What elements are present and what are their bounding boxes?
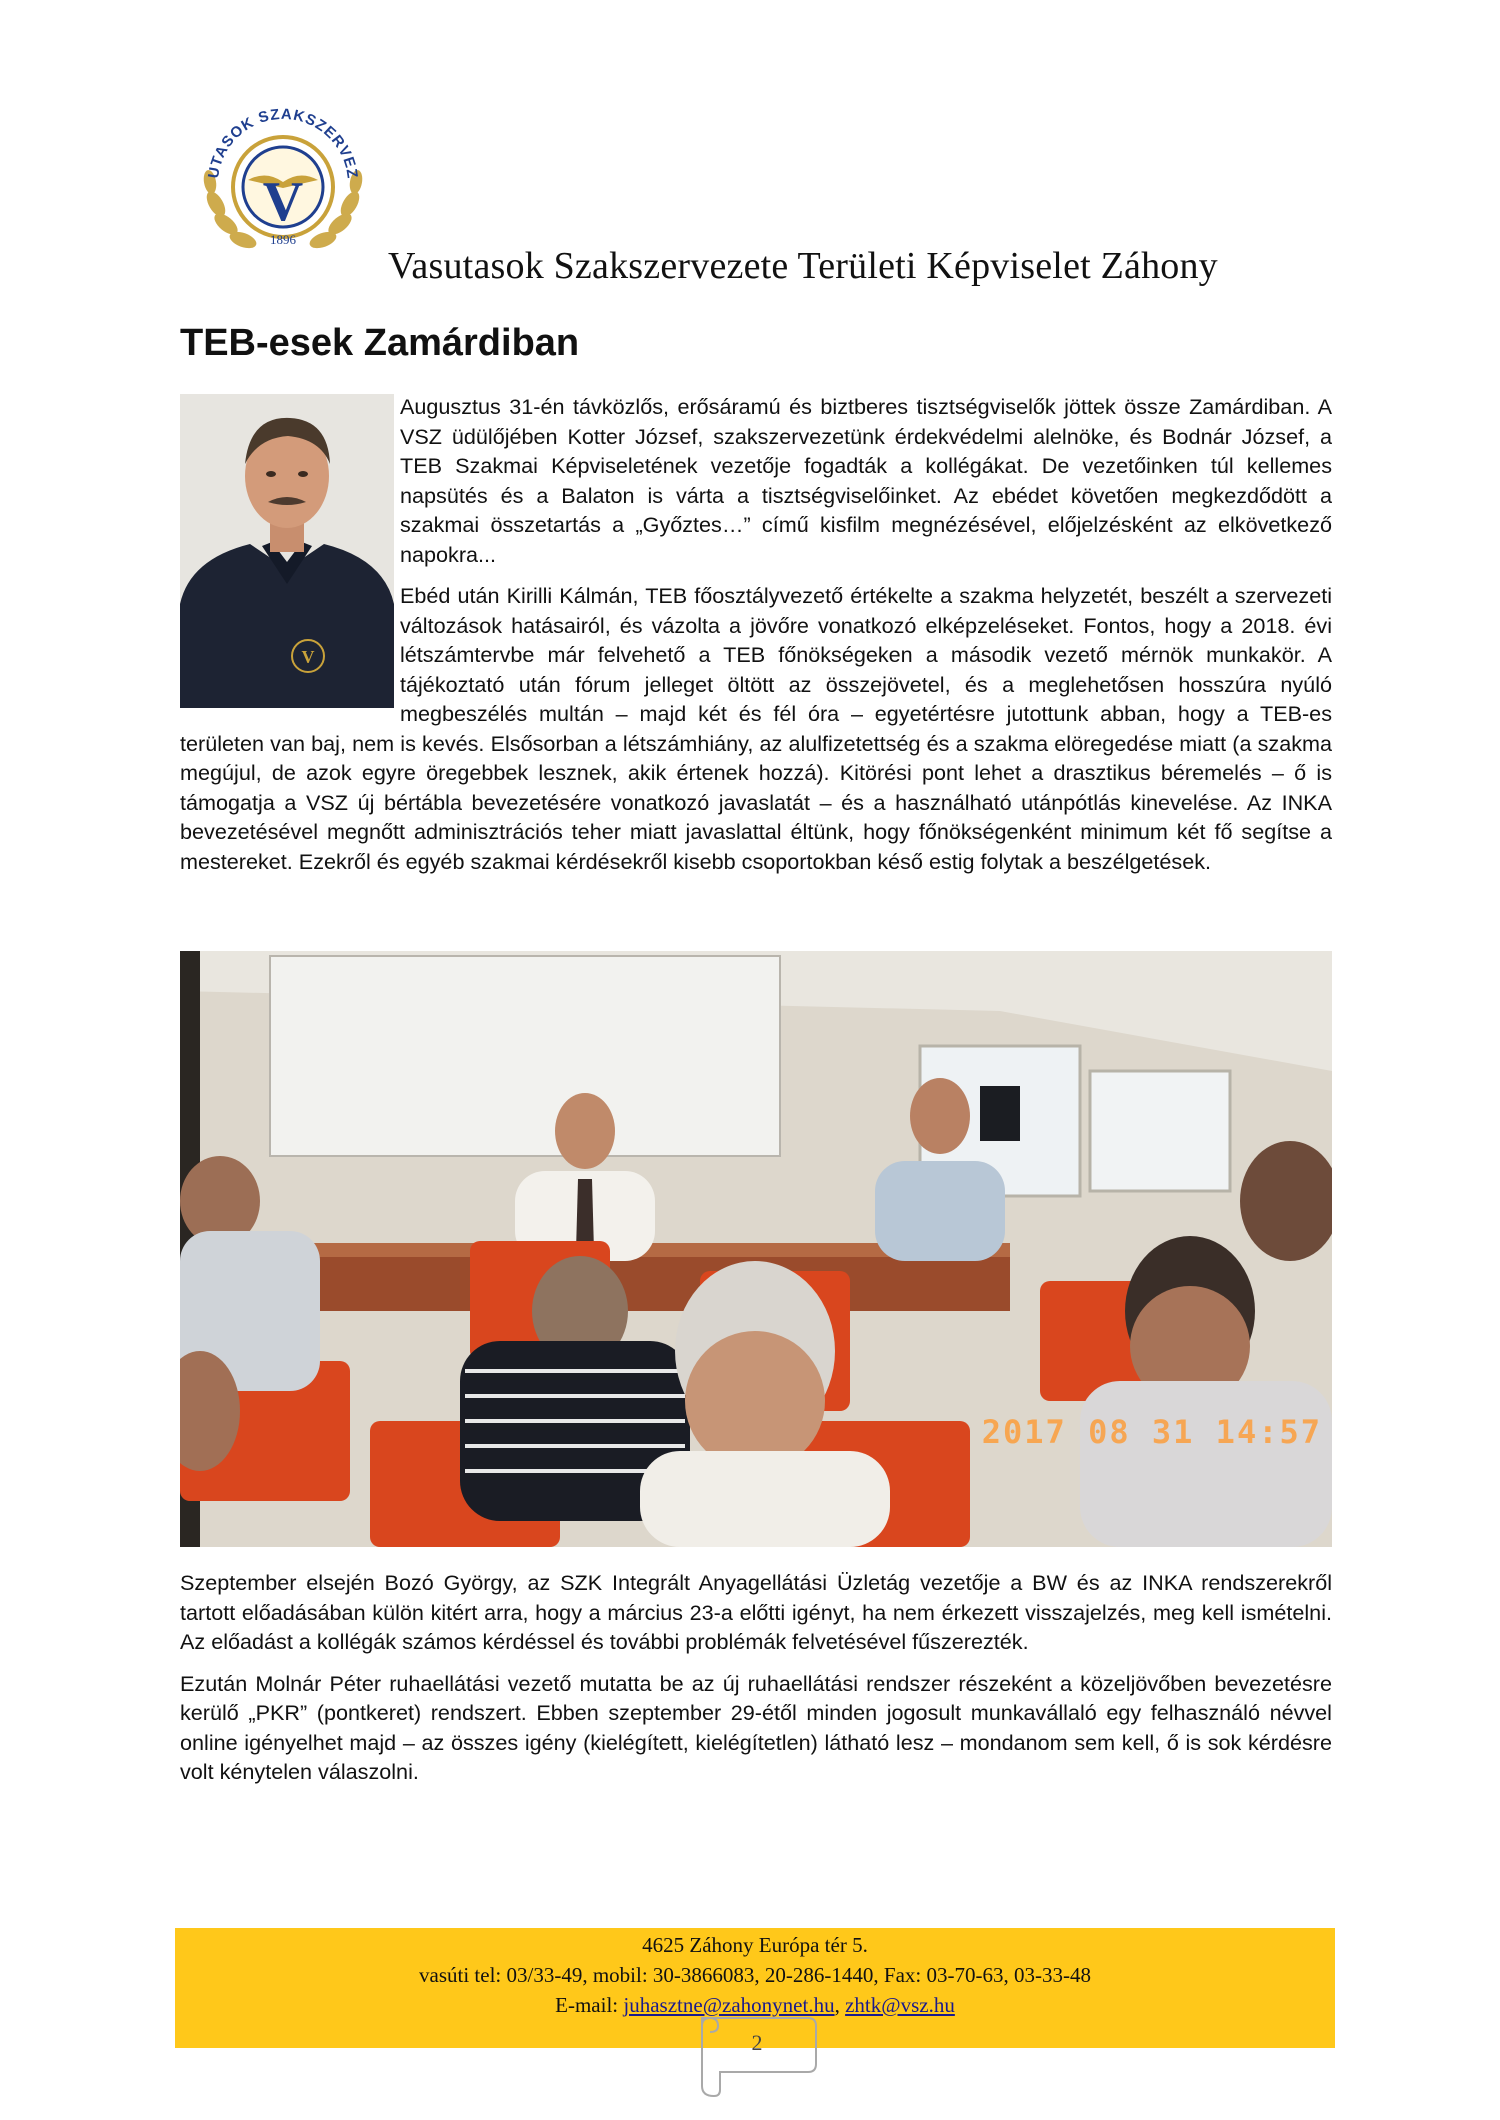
logo-year: 1896 [270, 232, 296, 247]
union-logo [188, 92, 378, 262]
article-paragraph-1: Augusztus 31-én távközlős, erősáramú és biztberes tisztségviselők jöttek össze Zamárdiban. A VSZ üdülőjében Kotter József, szakszervezetünk érdekvédelmi alelnöke, és Bodnár József, a TEB Szakmai Képviseletének vezetője fogadták a kollégákat. De vezetőinken túl kellemes napsütés és a Balaton is várta a tisztségviselőinket. Az ebédet követően megkezdődött a szakmai összetartás a „Győztes…” című kisfilm megnézésével, előjelzésként az elkövetkező napokra... [400, 394, 1332, 567]
footer-address: 4625 Záhony Európa tér 5. [642, 1933, 868, 1957]
article-paragraph-3: Szeptember elsején Bozó György, az SZK Integrált Anyagellátási Üzletág vezetője a BW és az INKA rendszerekről tartott előadásában külön kitért arra, hogy a március 23-a előtti igényt, ha nem érkezett visszajelzés, meg kell ismételni. Az előadást a kollégák számos kérdéssel és további problémák felvetésével fűszerezték. [180, 1570, 1332, 1654]
footer-email-label: E-mail: [555, 1993, 624, 2017]
photo-timestamp: 2017 08 31 14:57 [981, 1413, 1322, 1451]
footer-email-link-2[interactable]: zhtk@vsz.hu [845, 1993, 955, 2017]
footer-email-separator: , [834, 1993, 846, 2017]
article-paragraph-4: Ezután Molnár Péter ruhaellátási vezető mutatta be az új ruhaellátási rendszer részeként a közeljövőben bevezetésre kerülő „PKR” (pontkeret) rendszert. Ebben szeptember 29-étől minden jogosult munkavállaló egy felhasználó névvel online igényelhet majd – az összes igény (kielégített, kielégítetlen) látható lesz – mondanom sem kell, ő is sok kérdésre volt kénytelen válaszolni. [180, 1670, 1332, 1784]
logo-letter: V [262, 171, 304, 233]
article-body [180, 392, 1332, 888]
page-number: 2 [751, 2030, 763, 2055]
org-title: Vasutasok Szakszervezete Területi Képviselet Záhony [388, 245, 1218, 287]
portrait-spacer [180, 392, 400, 716]
svg-text:V: V [301, 647, 315, 667]
footer-phones: vasúti tel: 03/33-49, mobil: 30-3866083, 20-286-1440, Fax: 03-70-63, 03-33-48 [419, 1963, 1091, 1987]
meeting-photo [180, 951, 1332, 1547]
footer-email-link-1[interactable]: juhasztne@zahonynet.hu [623, 1993, 835, 2017]
article-body-continued [180, 1568, 1332, 1799]
article-headline: TEB-esek Zamárdiban [180, 322, 580, 364]
article-paragraph-2: Ebéd után Kirilli Kálmán, TEB főosztályvezető értékelte a szakma helyzetét, beszélt a szervezeti változások hatásairól, és vázolta a jövőre vonatkozó elképzeléseket. Fontos, hogy a 2018. évi létszámtervbe már felvehető a TEB főnökségeken a második vezető mérnök munkakör. A tájékoztató után fórum jelleget öltött az összejövetel, és a meglehetősen hosszúra nyúló megbeszélés multán – majd két és fél óra – egyetértésre jutottunk abban, hogy a TEB-es területen van baj, nem is kevés. Elsősorban a létszámhiány, az alulfizetettség és a szakma elöregedése miatt (a szakma megújul, de azok egyre öregebbek lesznek, akik értenek hozzá). Kitörési pont lehet a drasztikus béremelés – ő is támogatja a VSZ új bértábla bevezetésére vonatkozó javaslatát – és a használható utánpótlás kinevelése. Az INKA bevezetésével megnőtt adminisztrációs teher miatt javaslattal éltünk, hogy főnökségenként minimum két fő segítse a mestereket. Ezekről és egyéb szakmai kérdésekről kisebb csoportokban késő estig folytak a beszélgetések. [180, 583, 1332, 874]
logo-ring-text: UTASOK SZAKSZERVEZ [205, 105, 361, 181]
